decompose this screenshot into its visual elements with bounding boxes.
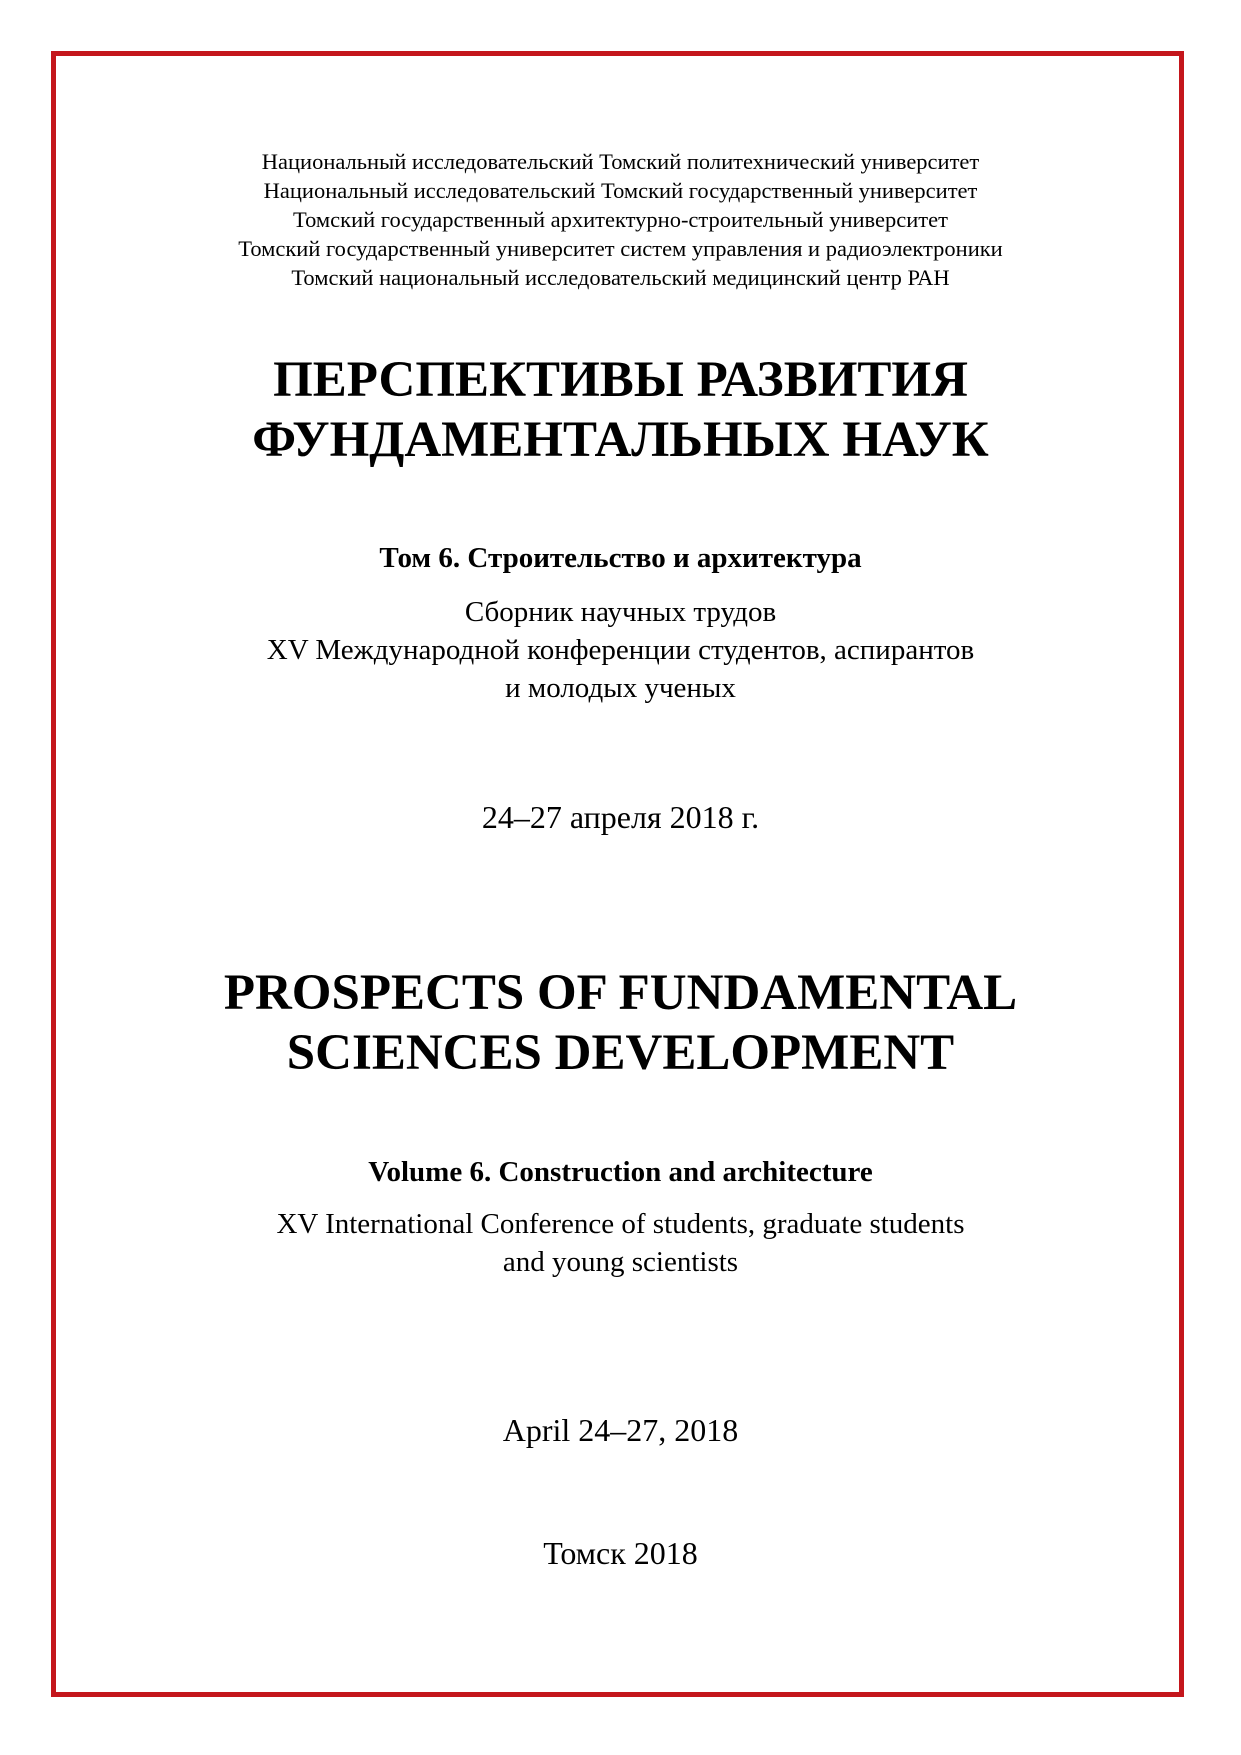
page-border-frame xyxy=(51,51,1184,1697)
title-russian xyxy=(0,350,1241,470)
title-en-line: SCIENCES DEVELOPMENT xyxy=(286,1025,955,1081)
institution-line: Томский национальный исследовательский медицинский центр РАН xyxy=(291,265,950,290)
institutions-list xyxy=(0,147,1241,292)
institution-line: Национальный исследовательский Томский политехнический университет xyxy=(261,149,980,174)
institution-line: Томский государственный архитектурно-строительный университет xyxy=(293,207,948,232)
subtitle-ru-line: и молодых ученых xyxy=(505,672,736,704)
subtitle-english xyxy=(0,1205,1241,1281)
date-en-text: April 24–27, 2018 xyxy=(502,1412,739,1448)
title-ru-line: ПЕРСПЕКТИВЫ РАЗВИТИЯ xyxy=(273,352,968,408)
subtitle-en-line: XV International Conference of students, graduate students xyxy=(276,1208,965,1240)
title-en-line: PROSPECTS OF FUNDAMENTAL xyxy=(223,965,1018,1021)
date-russian xyxy=(0,797,1241,837)
date-ru-text: 24–27 апреля 2018 г. xyxy=(481,799,760,835)
title-english xyxy=(0,963,1241,1083)
volume-russian xyxy=(0,539,1241,577)
subtitle-russian xyxy=(0,593,1241,707)
title-ru-line: ФУНДАМЕНТАЛЬНЫХ НАУК xyxy=(252,412,989,468)
subtitle-ru-line: Сборник научных трудов xyxy=(464,596,777,628)
institution-line: Национальный исследовательский Томский государственный университет xyxy=(263,178,978,203)
city-year-text: Томск 2018 xyxy=(543,1535,698,1571)
date-english xyxy=(0,1410,1241,1450)
volume-ru-label: Том 6. Строительство и архитектура xyxy=(379,542,862,574)
volume-english xyxy=(0,1153,1241,1191)
city-year xyxy=(0,1533,1241,1573)
subtitle-en-line: and young scientists xyxy=(502,1246,739,1278)
institution-line: Томский государственный университет систем управления и радиоэлектроники xyxy=(238,236,1003,261)
volume-en-label: Volume 6. Construction and architecture xyxy=(368,1156,873,1188)
subtitle-ru-line: XV Международной конференции студентов, аспирантов xyxy=(266,634,975,666)
